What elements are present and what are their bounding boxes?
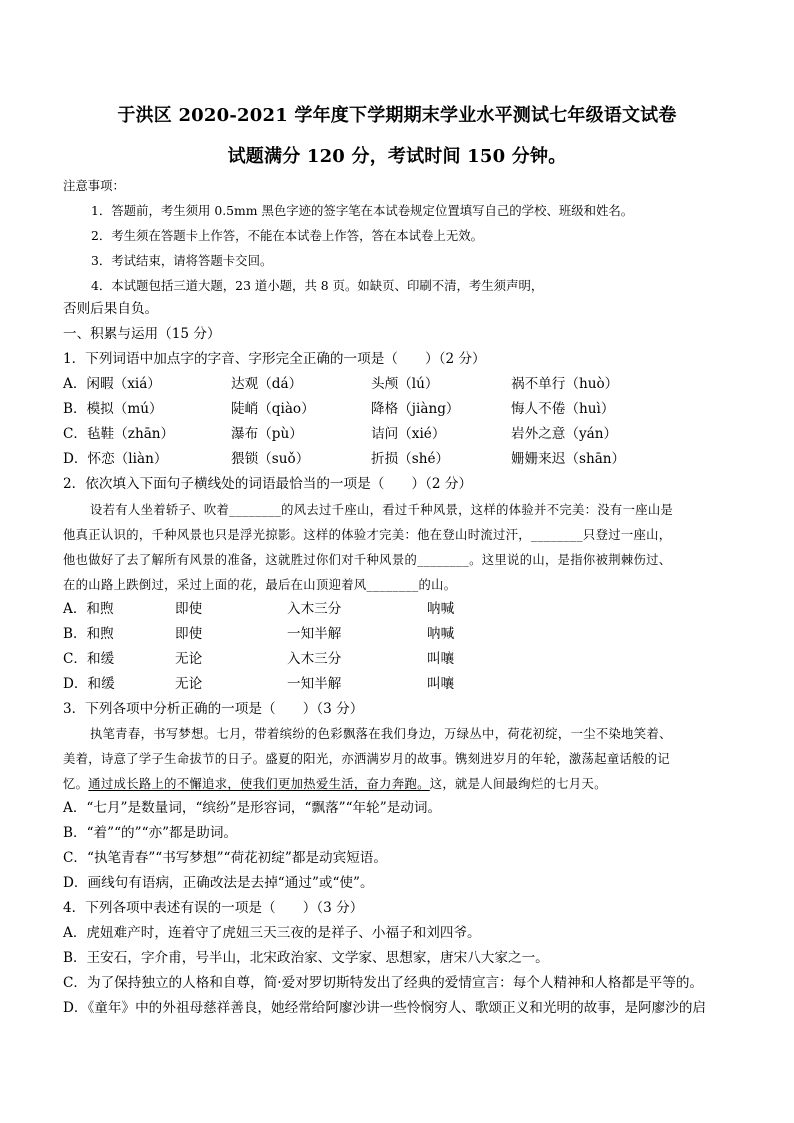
option-cell: 无论 — [175, 676, 203, 692]
note-item: 3．考试结束，请将答题卡交回。 — [91, 253, 273, 268]
option-cell: 陡峭（qiào） — [231, 401, 315, 417]
option-cell: A．和煦 — [63, 601, 114, 617]
passage-line: 他真正认识的，千种风景也只是浮光掠影。这样的体验才完美：他在登山时流过汗，________只登过一座山， — [63, 528, 672, 542]
option-cell: 姗姗来迟（shān） — [511, 451, 626, 467]
note-item: 1．答题前，考生须用 0.5mm 黑色字迹的签字笔在本试卷规定位置填写自己的学校、班级和姓名。 — [91, 203, 634, 218]
option-line: C．“执笔青春”“书写梦想”“荷花初绽”都是动宾短语。 — [63, 850, 387, 866]
option-cell: 即使 — [175, 601, 203, 617]
question-4-stem: 4．下列各项中表述有误的一项是（ ）（3 分） — [63, 900, 364, 916]
notes-tail: 否则后果自负。 — [63, 301, 159, 317]
option-cell: 猥锁（suǒ） — [231, 451, 310, 467]
question-1-stem: 1．下列词语中加点字的字音、字形完全正确的一项是（ ）（2 分） — [63, 351, 486, 367]
option-cell: 入木三分 — [287, 651, 342, 667]
option-cell: 一知半解 — [287, 676, 342, 692]
option-cell: 叫嚷 — [427, 676, 455, 692]
section-heading: 一、积累与运用（15 分） — [63, 326, 221, 342]
option-line: A．虎妞难产时，连着守了虎妞三天三夜的是祥子、小福子和刘四爷。 — [63, 925, 481, 941]
option-cell: D．怀恋（liàn） — [63, 451, 168, 467]
option-cell: 叫嚷 — [427, 651, 455, 667]
note-item: 2．考生须在答题卡上作答，不能在本试卷上作答，答在本试卷上无效。 — [91, 228, 483, 243]
passage-line: 美着，诗意了学子生命拔节的日子。盛夏的阳光，亦洒满岁月的故事。镌刻进岁月的年轮，激荡起童话般的记 — [63, 752, 671, 766]
option-cell: C．和缓 — [63, 651, 115, 667]
notes-heading: 注意事项： — [63, 178, 125, 193]
note-item: 4．本试题包括三道大题，23 道小题，共 8 页。如缺页、印刷不清，考生须声明， — [91, 278, 544, 293]
option-line: B．“着”“的”“亦”都是助词。 — [63, 825, 238, 841]
option-cell: 即使 — [175, 626, 203, 642]
passage-line — [63, 774, 743, 794]
option-line: A．“七月”是数量词，“缤纷”是形容词，“飘落”“年轮”是动词。 — [63, 800, 442, 816]
option-cell: 诘问（xié） — [371, 426, 446, 442]
passage-line: 设若有人坐着轿子、吹着________的风去过千座山，看过千种风景，这样的体验并不完美：没有一座山是 — [90, 503, 674, 517]
underlined-sentence: 通过成长路上的不懈追求，使我们更加热爱生活，奋力奔跑。 — [88, 777, 430, 791]
option-cell: 悔人不倦（huì） — [511, 401, 615, 417]
option-cell: 瀑布（pù） — [231, 426, 303, 442]
option-cell: 入木三分 — [287, 601, 342, 617]
question-2-stem: 2．依次填入下面句子横线处的词语最恰当的一项是（ ）（2 分） — [63, 476, 473, 492]
option-cell: 呐喊 — [427, 626, 455, 642]
option-line: C．为了保持独立的人格和自尊，简·爱对罗切斯特发出了经典的爱情宣言：每个人精神和人格都是平等的。 — [63, 975, 704, 991]
option-line: D．画线句有语病，正确改法是去掉“通过”或“使”。 — [63, 875, 374, 891]
exam-subtitle: 试题满分 120 分，考试时间 150 分钟。 — [227, 146, 567, 167]
option-cell: 呐喊 — [427, 601, 455, 617]
option-cell: 达观（dá） — [231, 376, 303, 392]
option-cell: C．毡鞋（zhān） — [63, 426, 175, 442]
passage-line: 他也做好了去了解所有风景的准备，这就胜过你们对千种风景的________。这里说的山，是指你被荆棘伤过、 — [63, 553, 672, 567]
passage-line: 在的山路上跌倒过，采过上面的花，最后在山顶迎着风________的山。 — [63, 578, 457, 592]
question-3-stem: 3．下列各项中分析正确的一项是（ ）（3 分） — [63, 701, 364, 717]
option-cell: B．和煦 — [63, 626, 114, 642]
option-cell: D．和缓 — [63, 676, 115, 692]
passage-line: 执笔青春，书写梦想。七月，带着缤纷的色彩飘落在我们身边，万绿丛中，荷花初绽，一尘不染地笑着、 — [90, 727, 672, 741]
option-cell: 头颅（lú） — [371, 376, 439, 392]
passage-text: 这，就是人间最绚烂的七月天。 — [429, 777, 607, 791]
option-cell: B．模拟（mú） — [63, 401, 163, 417]
option-cell: A．闲暇（xiá） — [63, 376, 161, 392]
option-line: D．《童年》中的外祖母慈祥善良，她经常给阿廖沙讲一些怜悯穷人、歌颂正义和光明的故事，是阿廖沙的启 — [63, 1000, 707, 1016]
option-cell: 祸不单行（huò） — [511, 376, 619, 392]
option-line: B．王安石，字介甫，号半山，北宋政治家、文学家、思想家，唐宋八大家之一。 — [63, 950, 549, 966]
option-cell: 无论 — [175, 651, 203, 667]
option-cell: 折损（shé） — [371, 451, 450, 467]
option-cell: 降格（jiàng） — [371, 401, 460, 417]
option-cell: 岩外之意（yán） — [511, 426, 618, 442]
exam-title: 于洪区 2020-2021 学年度下学期期末学业水平测试七年级语文试卷 — [117, 105, 677, 126]
passage-text: 忆。 — [63, 777, 89, 791]
option-cell: 一知半解 — [287, 626, 342, 642]
